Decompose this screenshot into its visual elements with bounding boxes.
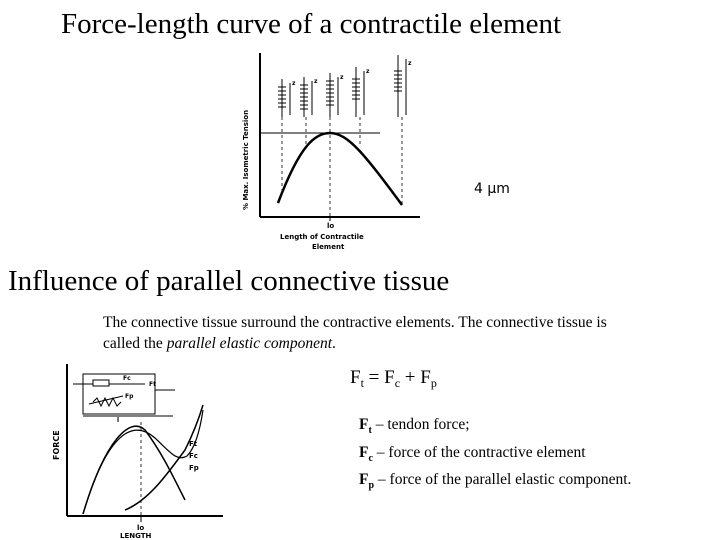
y-axis-label: % Max. Isometric Tension (242, 109, 250, 210)
lo-tick-label: lo (137, 524, 145, 532)
svg-text:z: z (408, 60, 412, 67)
curve-labels (189, 440, 199, 472)
lo-tick-label: lo (327, 222, 335, 230)
definition-ft: $F_t$ – tendon force; (359, 416, 470, 437)
dashed-guides (282, 117, 402, 217)
definition-fp: $F_p$ – force of the parallel elastic component. (359, 471, 632, 492)
page-title: Force-length curve of a contractile element (61, 8, 562, 40)
force-length-figure (230, 45, 430, 260)
svg-text:Fc: Fc (123, 375, 131, 382)
x-axis-label-line1: Length of Contractile (280, 233, 364, 241)
force-equation: $F_t = F_c + F_p$ (350, 367, 437, 390)
svg-text:z: z (340, 74, 344, 81)
y-axis-label: FORCE (52, 430, 61, 460)
svg-text:Fp: Fp (189, 464, 199, 472)
sarcomere-1 (278, 79, 290, 117)
svg-text:l: l (117, 417, 120, 424)
svg-text:z: z (314, 78, 318, 85)
svg-text:Fc: Fc (189, 452, 198, 460)
sarcomere-2 (300, 77, 312, 117)
sarcomere-3 (326, 73, 338, 117)
sarcomere-4 (352, 67, 364, 117)
definition-fc: $F_c$ – force of the contractive element (359, 443, 586, 464)
scale-label: 4 µm (474, 181, 510, 197)
definitions-list (359, 414, 659, 497)
paragraph: The connective tissue surround the contractive elements. The connective tissue is called the parallel elastic component. (103, 314, 607, 352)
model-labels (117, 375, 156, 424)
svg-text:Ft: Ft (189, 440, 198, 448)
x-axis-label-line2: Element (312, 243, 345, 251)
parallel-component-figure (45, 360, 225, 540)
svg-text:z: z (292, 80, 296, 87)
sarcomere-5 (394, 55, 406, 117)
section-title: Influence of parallel connective tissue (8, 265, 450, 297)
svg-text:z: z (366, 68, 370, 75)
svg-text:Ft: Ft (149, 381, 156, 388)
force-length-curve (278, 133, 402, 205)
svg-text:Fp: Fp (125, 393, 134, 400)
emphasis-term: parallel elastic component (166, 335, 333, 352)
sarcomere-diagrams (278, 55, 406, 117)
x-axis-label: LENGTH (120, 532, 152, 540)
